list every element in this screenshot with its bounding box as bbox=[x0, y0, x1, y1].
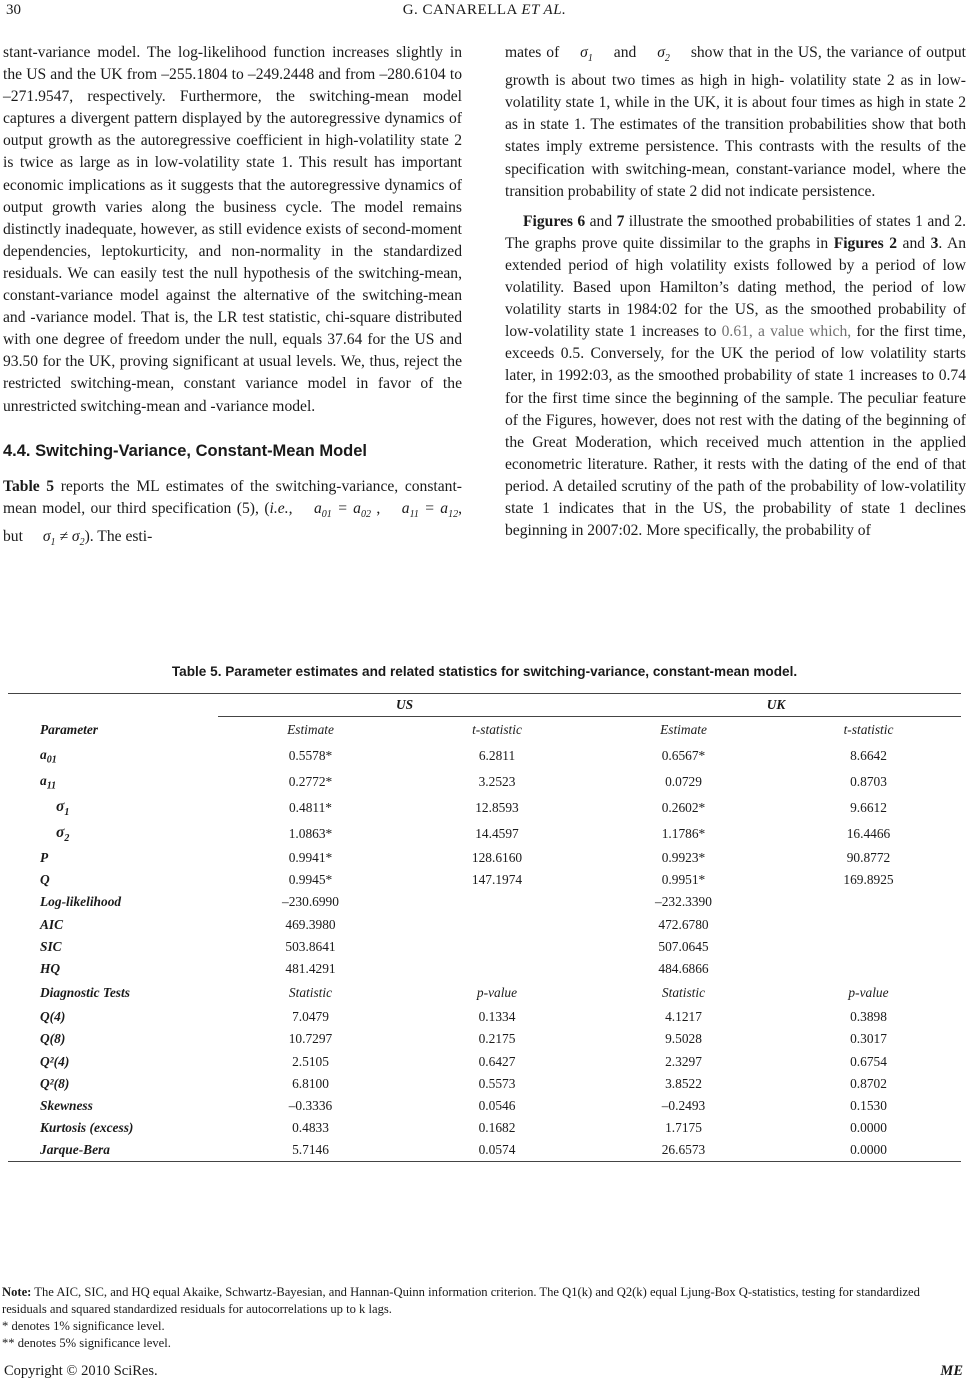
table-cell: 2.5105 bbox=[292, 1053, 329, 1069]
table-row bbox=[8, 1139, 961, 1162]
param-subscript: 2 bbox=[64, 833, 70, 845]
running-header bbox=[0, 0, 969, 24]
table-cell bbox=[403, 891, 591, 913]
col-header-uk-estimate: Estimate bbox=[660, 722, 707, 737]
table-cell: 0.2602* bbox=[661, 800, 706, 815]
col-header-us-tstat: t-statistic bbox=[472, 722, 522, 737]
param-subscript: 01 bbox=[46, 754, 57, 766]
diagnostic-label: Q(8) bbox=[40, 1031, 66, 1047]
diagnostic-col-header: p-value bbox=[848, 985, 889, 1001]
table-row bbox=[8, 795, 961, 821]
right-paragraph-1-and: and bbox=[613, 44, 637, 61]
param-label bbox=[8, 743, 218, 769]
left-paragraph-2: Table 5 reports the ML estimates of the switching-variance, constant-mean model, our third specification (5), (i.e., $a_{01} = a_{02}$ , $a_{11} = a_{12}$, but $\sigma_1 \ne \sigma_2$). The esti- bbox=[3, 477, 462, 548]
table-cell: 0.8702 bbox=[850, 1075, 887, 1091]
journal-abbrev: ME bbox=[940, 1363, 963, 1379]
copyright-notice: Copyright © 2010 SciRes. bbox=[4, 1363, 158, 1379]
constraint-sigma1-neq-sigma2: $\sigma_1 \ne \sigma_2$ bbox=[42, 527, 85, 548]
diagnostic-col-header: Statistic bbox=[661, 985, 706, 1001]
table-cell: 10.7297 bbox=[288, 1031, 333, 1047]
constraint-a01-equals-a02: $a_{01} = a_{02}$ bbox=[313, 499, 371, 520]
table-note bbox=[2, 1284, 967, 1352]
table-row bbox=[8, 821, 961, 847]
param-subscript: 1 bbox=[64, 807, 70, 819]
col-header-us-estimate: Estimate bbox=[287, 722, 334, 737]
table-row bbox=[8, 891, 961, 913]
table-cell: 16.4466 bbox=[846, 826, 891, 841]
left-paragraph-1: stant-variance model. The log-likelihood function increases slightly in the US and the UK from –255.1804 to –249.2448 and from –280.6104 to –271.9547, respectively. Furthermore, the switching-mean model captures a divergent pattern displayed by the autoregressive dynamics of output growth as the autoregressive coefficient in high-volatility state 2 is twice as large as in low-volatility state 1. This result has important economic implications as it suggests that the autoregressive dynamics of output growth varies along the business cycle. The model remains distinctly inadequate, however, as still evidence exists of second-moment dependencies, leptokurticity, and non-normality in the standardized residuals. We can easily test the null hypothesis of the switching-mean, constant-variance model against the alternative of the switching-mean and -variance model. That is, the LR test statistic, chi-square distributed with one degree of freedom under the null, equals 37.64 for the US and 93.50 for the UK, proving significant at usual levels. We, thus, reject the restricted switching-mean, constant variance model in favor of the unrestricted switching-mean and -variance model. bbox=[3, 44, 462, 415]
table-cell: 0.2175 bbox=[478, 1031, 516, 1047]
left-paragraph-2-but: , but bbox=[3, 499, 462, 545]
table-row bbox=[8, 1006, 961, 1028]
table-row bbox=[8, 769, 961, 795]
table-row bbox=[8, 914, 961, 936]
table-cell: 472.6780 bbox=[658, 916, 709, 932]
table-5-grid bbox=[8, 693, 961, 1162]
table-cell: –232.3390 bbox=[655, 894, 712, 910]
table-cell: 0.0000 bbox=[776, 1139, 961, 1162]
param-symbol: a bbox=[40, 772, 47, 788]
right-column bbox=[505, 42, 966, 542]
table-row bbox=[8, 1051, 961, 1073]
table-cell: 7.0479 bbox=[292, 1009, 329, 1025]
diagnostic-label: Q²(4) bbox=[40, 1053, 70, 1069]
table-cell: 147.1974 bbox=[471, 872, 523, 888]
right-paragraph-2-and-1: and bbox=[585, 212, 617, 230]
diagnostic-col-header: Diagnostic Tests bbox=[40, 985, 130, 1001]
table-cell bbox=[403, 936, 591, 958]
running-title-et-al: ET AL. bbox=[521, 2, 567, 18]
table-cell: 12.8593 bbox=[475, 800, 519, 815]
figure-6-reference: Figures 6 bbox=[523, 212, 586, 230]
diagnostic-col-header: p-value bbox=[476, 985, 518, 1001]
table-cell: 0.4811* bbox=[288, 800, 333, 815]
diagnostic-label: Q(4) bbox=[40, 1009, 66, 1025]
table-cell: 3.2523 bbox=[478, 774, 516, 789]
table-cell: 0.5573 bbox=[478, 1075, 516, 1091]
figure-7-reference: 7 bbox=[616, 212, 625, 230]
table-row bbox=[8, 1028, 961, 1050]
param-label bbox=[8, 869, 218, 891]
table-cell: –0.3336 bbox=[288, 1097, 333, 1113]
param-symbol: σ bbox=[56, 823, 65, 841]
table-column-header-row bbox=[8, 717, 961, 744]
param-symbol: σ bbox=[56, 797, 65, 815]
table-5 bbox=[8, 664, 961, 1162]
table-cell: 0.0546 bbox=[478, 1097, 516, 1113]
sigma-2-symbol: $\sigma_2$ bbox=[657, 44, 670, 65]
table-row bbox=[8, 1073, 961, 1095]
param-symbol: a bbox=[40, 746, 47, 762]
param-label bbox=[8, 847, 218, 869]
table-cell: 3.8522 bbox=[665, 1075, 702, 1091]
table-cell: 0.5578* bbox=[288, 748, 333, 763]
table-cell: 0.9951* bbox=[661, 872, 706, 888]
highlighted-phrase: 0.61, a value which, bbox=[721, 323, 852, 341]
table-cell: 0.8703 bbox=[850, 774, 887, 789]
constraint-a11-equals-a12: $a_{11} = a_{12}$ bbox=[401, 499, 459, 520]
left-paragraph-2-text: reports the ML estimates of the switching-variance, constant-mean model, our third specification (5), ( bbox=[3, 477, 462, 517]
left-paragraph-2-end: ). The esti- bbox=[84, 527, 153, 545]
table-cell bbox=[776, 914, 961, 936]
table-cell: 6.2811 bbox=[478, 748, 516, 763]
sigma-1-symbol: $\sigma_1$ bbox=[580, 44, 593, 65]
right-paragraph-2-text-1: illustrate the smoothed probabilities of states 1 and 2. The graphs prove quite dissimilar to the graphs in bbox=[505, 212, 967, 252]
col-header-uk-tstat: t-statistic bbox=[843, 722, 894, 737]
param-subscript: 11 bbox=[46, 780, 57, 792]
table-cell: 128.6160 bbox=[471, 850, 523, 866]
table-cell: 14.4597 bbox=[475, 826, 519, 841]
table-cell: 0.0729 bbox=[665, 774, 702, 789]
note-line-1 bbox=[2, 1284, 967, 1318]
diagnostic-label: Q²(8) bbox=[40, 1075, 70, 1091]
table-cell: 507.0645 bbox=[658, 938, 709, 954]
param-symbol: Q bbox=[40, 872, 50, 888]
running-title bbox=[0, 2, 969, 19]
figure-2-reference: Figures 2 bbox=[833, 234, 897, 252]
left-column bbox=[3, 42, 462, 554]
table-row bbox=[8, 847, 961, 869]
param-label bbox=[8, 769, 218, 795]
table-cell: 481.4291 bbox=[285, 961, 336, 977]
diagnostic-label: Kurtosis (excess) bbox=[40, 1120, 134, 1136]
diagnostic-label: Jarque-Bera bbox=[8, 1139, 218, 1162]
table-cell: 1.1786* bbox=[661, 826, 706, 841]
right-paragraph-1-rest: show that in the US, the variance of output growth is about two times as high in high- volatility state 2 as in low-volatility state 1, while in the UK, it is about four times as high in state 2 as in state 1. The estimates of the transition probabilities show that both states imply extreme persistence. This contrasts with the results of the specification with switching-mean, constant-variance model, where the transition probability of state 2 did not indicate persistence. bbox=[505, 44, 967, 200]
table-cell: 8.6642 bbox=[850, 748, 887, 763]
fit-label: Log-likelihood bbox=[40, 894, 122, 910]
table-cell: 9.6612 bbox=[850, 800, 887, 815]
diagnostic-header-row bbox=[8, 980, 961, 1006]
table-cell: 0.6427 bbox=[478, 1053, 516, 1069]
ie-abbrev: i.e., bbox=[269, 499, 293, 517]
param-label bbox=[8, 821, 218, 847]
table-cell: 1.7175 bbox=[665, 1120, 702, 1136]
table-cell: 0.6567* bbox=[661, 748, 706, 763]
table-cell: 26.6573 bbox=[591, 1139, 776, 1162]
table-cell: –230.6990 bbox=[282, 894, 339, 910]
table-cell: 0.1682 bbox=[478, 1120, 516, 1136]
table-row bbox=[8, 936, 961, 958]
diagnostic-col-header: Statistic bbox=[288, 985, 333, 1001]
page-number: 30 bbox=[6, 2, 21, 18]
table-row bbox=[8, 1095, 961, 1117]
table-cell: 0.6754 bbox=[850, 1053, 887, 1069]
table-group-header-row bbox=[8, 694, 961, 717]
table-cell: 0.2772* bbox=[288, 774, 333, 789]
table-cell bbox=[776, 936, 961, 958]
right-paragraph-1-start: mates of bbox=[505, 44, 560, 61]
table-cell: 90.8772 bbox=[846, 850, 891, 866]
figure-3-reference: 3 bbox=[930, 234, 939, 252]
table-cell: 0.0000 bbox=[850, 1120, 887, 1136]
param-label bbox=[8, 795, 218, 821]
table-cell: 0.9941* bbox=[288, 850, 333, 866]
note-line-2: * denotes 1% significance level. bbox=[2, 1319, 165, 1333]
table-5-caption: Table 5. Parameter estimates and related statistics for switching-variance, constant-mean model. bbox=[171, 664, 798, 679]
table-cell: 0.4833 bbox=[292, 1120, 329, 1136]
table-cell: 1.0863* bbox=[288, 826, 333, 841]
table-cell: 484.6866 bbox=[658, 961, 709, 977]
table-cell: 9.5028 bbox=[665, 1031, 702, 1047]
fit-label: SIC bbox=[40, 938, 62, 954]
table-cell: –0.2493 bbox=[661, 1097, 706, 1113]
table-cell: 503.8641 bbox=[285, 938, 336, 954]
right-paragraph-2 bbox=[505, 211, 966, 542]
fit-label: AIC bbox=[40, 916, 64, 932]
table-cell: 469.3980 bbox=[285, 916, 336, 932]
table-cell: 0.0574 bbox=[403, 1139, 591, 1162]
table-cell: 0.1334 bbox=[478, 1009, 516, 1025]
table-cell: 2.3297 bbox=[665, 1053, 702, 1069]
right-paragraph-2-text-2: . An extended period of high volatility exists followed by a period of low volatility. Based upon Hamilton’s dating method, the period of low volatility starts in 1984:02 for the US, as the smoothed probability of low-volatility state 1 increases to bbox=[505, 234, 967, 341]
table-cell bbox=[403, 958, 591, 980]
table-cell: 0.3017 bbox=[850, 1031, 887, 1047]
running-title-authors: G. CANARELLA bbox=[402, 2, 518, 18]
note-label: Note: bbox=[2, 1285, 32, 1299]
note-line-3: ** denotes 5% significance level. bbox=[2, 1336, 171, 1350]
group-header-us: US bbox=[218, 694, 591, 717]
group-header-uk: UK bbox=[591, 694, 961, 717]
table-cell bbox=[776, 958, 961, 980]
table-cell: 6.8100 bbox=[292, 1075, 329, 1091]
right-paragraph-2-and-2: and bbox=[897, 234, 931, 252]
table-cell: 169.8925 bbox=[843, 872, 894, 888]
col-header-parameter: Parameter bbox=[40, 721, 99, 737]
table-row bbox=[8, 958, 961, 980]
section-heading-4-4: 4.4. Switching-Variance, Constant-Mean Model bbox=[3, 441, 367, 460]
table-cell bbox=[776, 891, 961, 913]
table-5-reference: Table 5 bbox=[3, 477, 55, 495]
right-paragraph-2-text-3: for the first time, exceeds 0.5. Conversely, for the UK the period of low volatility starts later, in 1992:03, as the smoothed probability of state 1 increases to 0.74 for the first time since the beginning of the sample. The peculiar feature of the Figures, however, does not rest with the dating of the beginning of the Great Moderation, which received much attention in the applied econometric literature. Rather, it rests with the dating of the end of that period. A detailed scrutiny of the path of the probability of low-volatility state 1 indicates that in the US, the probability of state 1 declines beginning in 2007:02. More specifically, the probability of bbox=[505, 323, 967, 540]
fit-label: HQ bbox=[40, 961, 61, 977]
param-symbol: P bbox=[40, 850, 49, 866]
note-text: The AIC, SIC, and HQ equal Akaike, Schwartz-Bayesian, and Hannan-Quinn information criterion. The Q1(k) and Q2(k) equal Ljung-Box Q-statistics, testing for standardized residuals and squared standardized residuals for autocorrelations up to k lags. bbox=[2, 1285, 920, 1316]
table-cell: 0.9923* bbox=[661, 850, 706, 866]
table-cell: 0.9945* bbox=[288, 872, 333, 888]
table-row bbox=[8, 1117, 961, 1139]
diagnostic-label: Skewness bbox=[40, 1097, 93, 1113]
table-cell: 0.3898 bbox=[850, 1009, 887, 1025]
table-cell: 5.7146 bbox=[218, 1139, 403, 1162]
table-cell: 0.1530 bbox=[850, 1097, 887, 1113]
table-row bbox=[8, 743, 961, 769]
right-paragraph-1 bbox=[505, 42, 966, 203]
table-row bbox=[8, 869, 961, 891]
table-cell bbox=[403, 914, 591, 936]
table-cell: 4.1217 bbox=[665, 1009, 702, 1025]
